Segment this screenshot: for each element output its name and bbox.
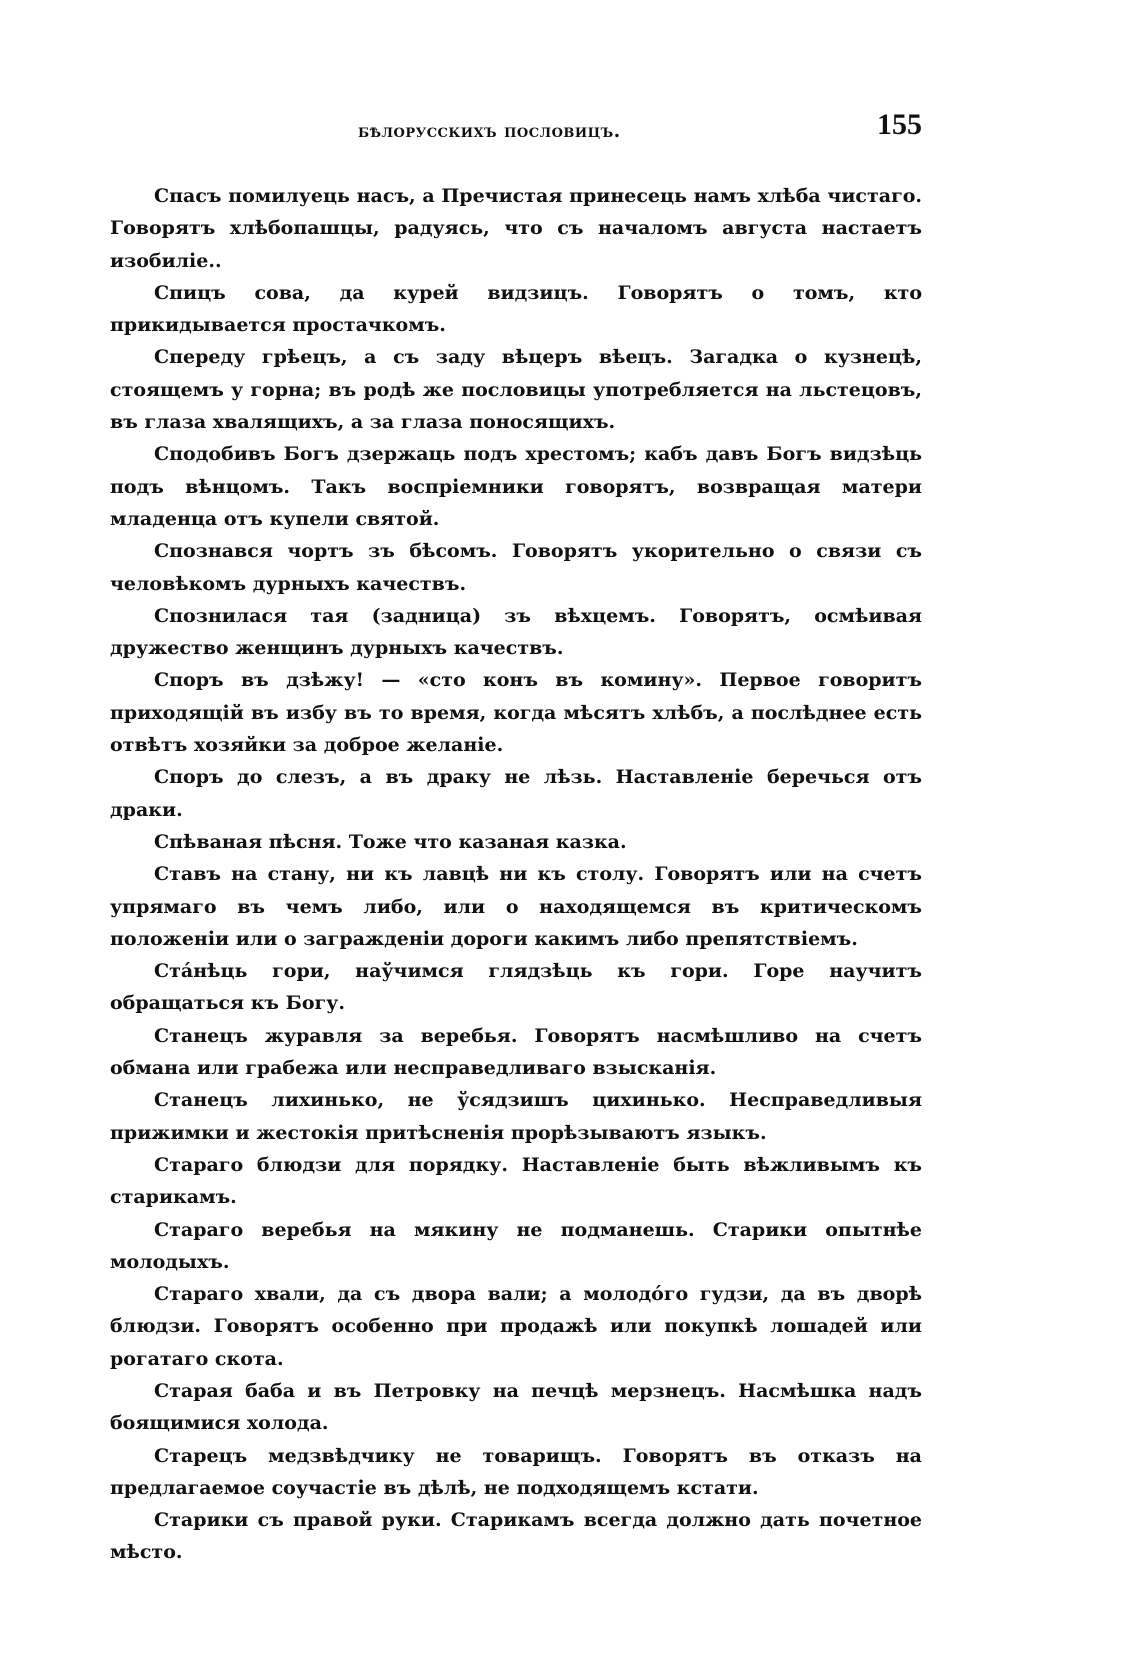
body-text bbox=[110, 180, 922, 1569]
proverb-entry: Станецъ лихинько, не ўсядзишъ цихинько. Несправедливыя прижимки и жестокія притѣсненія прорѣзываютъ языкъ. bbox=[110, 1089, 922, 1144]
proverb-entry: Спасъ помилуець насъ, а Пречистая принесець намъ хлѣба чистаго. Говорятъ хлѣбопашцы, радуясь, что съ началомъ августа настаетъ изобиліе.. bbox=[110, 185, 922, 272]
proverb-entry: Спѣваная пѣсня. Тоже что казаная казка. bbox=[154, 830, 627, 853]
proverb-entry: Спереду грѣецъ, а съ заду вѣцеръ вѣецъ. Загадка о кузнецѣ, стоящемъ у горна; въ родѣ же пословицы употребляется на льстецовъ, въ глаза хвалящихъ, а за глаза поносящихъ. bbox=[110, 346, 922, 434]
proverb-entry: Ставъ на стану, ни къ лавцѣ ни къ столу. Говорятъ или на счетъ упрямаго въ чемъ либо, или о находящемся въ критическомъ положеніи или о загражденіи дороги какимъ либо препятствіемъ. bbox=[110, 863, 922, 950]
proverb-entry: Стараго веребья на мякину не подманешь. Старики опытнѣе молодыхъ. bbox=[110, 1218, 922, 1273]
proverb-entry: Споръ въ дзѣжу! — «сто конъ въ комину». Первое говоритъ приходящій въ избу въ то время, когда мѣсятъ хлѣбъ, а послѣднее есть отвѣтъ хозяйки за доброе желаніе. bbox=[110, 669, 922, 757]
running-title: бѣлорусскихъ пословицъ. bbox=[358, 120, 621, 142]
proverb-entry: Старецъ медзвѣдчику не товарищъ. Говорятъ въ отказъ на предлагаемое соучастіе въ дѣлѣ, не подходящемъ кстати. bbox=[110, 1444, 922, 1499]
proverb-entry: Стараго хвали, да съ двора вали; а молодóго гудзи, да въ дворѣ блюдзи. Говорятъ особенно при продажѣ или покупкѣ лошадей или рогатаго скота. bbox=[110, 1283, 922, 1370]
proverb-entry: Старая баба и въ Петровку на печцѣ мерзнецъ. Насмѣшка надъ боящимися холода. bbox=[110, 1379, 922, 1435]
proverb-entry: Спицъ сова, да курей видзицъ. Говорятъ о томъ, кто прикидывается простачкомъ. bbox=[110, 281, 922, 337]
proverb-entry: Спознався чортъ зъ бѣсомъ. Говорятъ укорительно о связи съ человѣкомъ дурныхъ качествъ. bbox=[110, 540, 922, 595]
running-head bbox=[110, 108, 922, 148]
proverb-entry: Станецъ журавля за веребья. Говорятъ насмѣшливо на счетъ обмана или грабежа или несправедливаго взысканія. bbox=[110, 1024, 922, 1080]
proverb-entry: Сподобивъ Богъ дзержаць подъ хрестомъ; кабъ давъ Богъ видзѣць подъ вѣнцомъ. Такъ воспріемники говорятъ, возвращая матери младенца отъ купели святой. bbox=[110, 443, 922, 530]
proverb-entry: Старики съ правой руки. Старикамъ всегда должно дать почетное мѣсто. bbox=[110, 1509, 922, 1564]
proverb-entry: Спознилася тая (задница) зъ вѣхцемъ. Говорятъ, осмѣивая дружество женщинъ дурныхъ качествъ. bbox=[110, 604, 922, 660]
proverb-entry: Споръ до слезъ, а въ драку не лѣзь. Наставленіе беречься отъ драки. bbox=[110, 766, 922, 821]
proverb-entry: Стараго блюдзи для порядку. Наставленіе быть вѣжливымъ къ старикамъ. bbox=[110, 1153, 922, 1209]
proverb-entry: Стáнѣць гори, наўчимся глядзѣць къ гори. Горе научитъ обращаться къ Богу. bbox=[110, 960, 922, 1015]
page-number: 155 bbox=[877, 108, 922, 141]
